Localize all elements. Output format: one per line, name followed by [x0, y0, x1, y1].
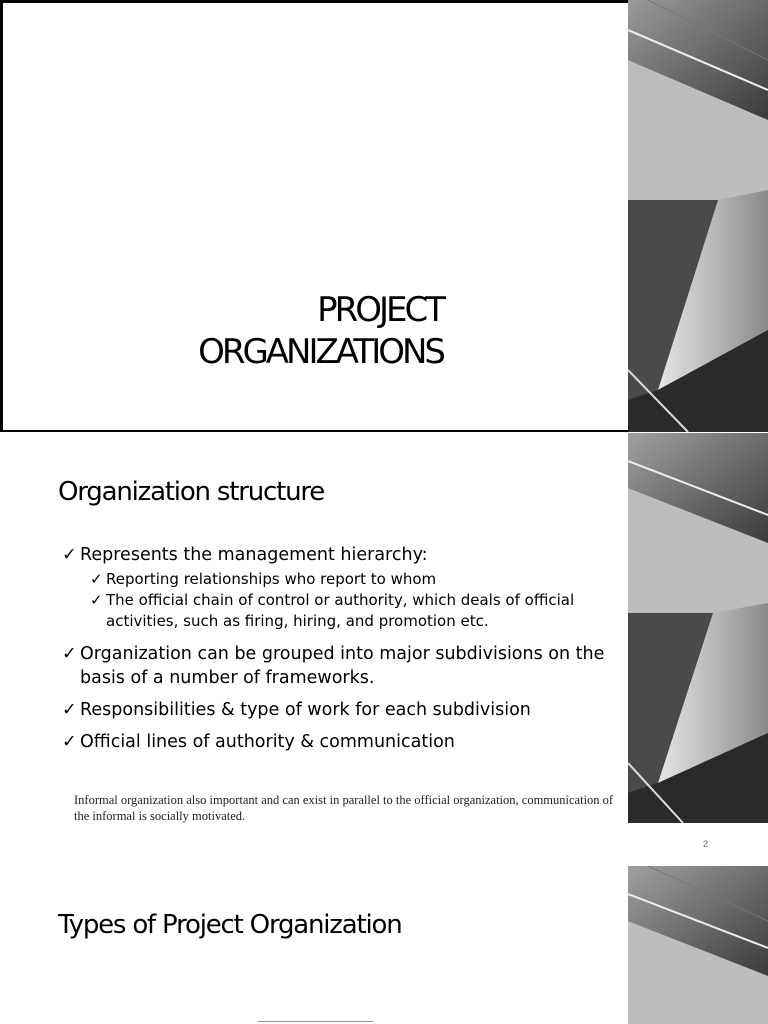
list-item: [62, 569, 622, 590]
bullet-text: The official chain of control or authority, which deals of official activities, such as firing, hiring, and promotion etc.: [106, 591, 575, 630]
check-icon: ✓: [90, 570, 103, 588]
list-item: [62, 698, 622, 722]
content-slide: [0, 866, 768, 1024]
page-number: 2: [703, 839, 709, 849]
bullet-text: Official lines of authority & communication: [80, 732, 455, 752]
check-icon: ✓: [90, 591, 103, 609]
check-icon: ✓: [62, 732, 77, 752]
bullet-text: Organization can be grouped into major subdivisions on the basis of a number of frameworks.: [80, 644, 605, 688]
bullet-text: Reporting relationships who report to whom: [106, 570, 437, 588]
check-icon: ✓: [62, 545, 77, 565]
check-icon: ✓: [62, 644, 77, 664]
bullet-text: Represents the management hierarchy:: [80, 545, 428, 565]
bullet-text: Responsibilities & type of work for each subdivision: [80, 700, 531, 720]
title-box: [0, 0, 631, 432]
architecture-photo: [628, 866, 768, 1024]
architecture-photo: [628, 0, 768, 432]
list-item: [62, 730, 622, 754]
architecture-photo: [628, 433, 768, 823]
title-slide: [0, 0, 768, 432]
slide-title: [198, 289, 443, 373]
list-item: [62, 543, 622, 567]
list-item: [62, 642, 622, 690]
bullet-list: [62, 543, 622, 762]
divider: [258, 1021, 373, 1022]
informal-organization-note: Informal organization also important and can exist in parallel to the official organization, communication of the informal is socially motivated.: [74, 793, 614, 823]
list-item: [62, 590, 622, 632]
content-slide: [0, 433, 768, 866]
title-line-2: ORGANIZATIONS: [198, 332, 443, 372]
title-line-1: PROJECT: [317, 290, 443, 330]
slide-heading: Types of Project Organization: [58, 910, 402, 940]
slide-heading: Organization structure: [58, 477, 325, 507]
check-icon: ✓: [62, 700, 77, 720]
